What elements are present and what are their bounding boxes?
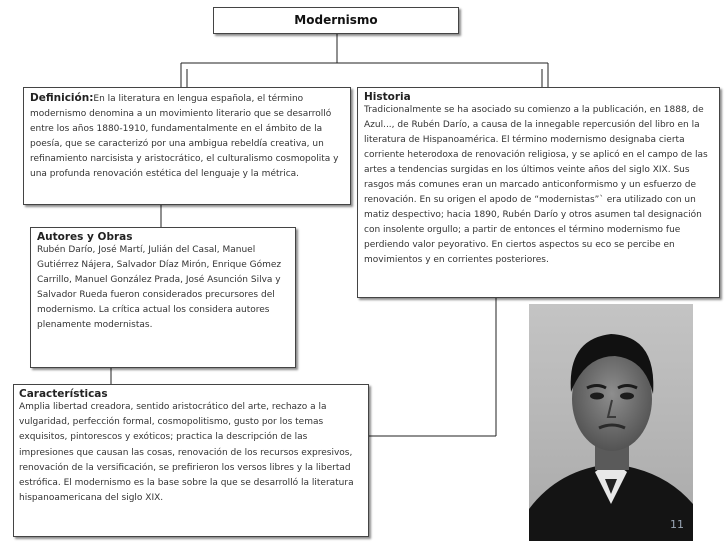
definicion-text: En la literatura en lengua española, el término modernismo denomina a un movimiento literario que se desarrolló entre los años 1880-1910, fundamentalmente en el ámbito de la poesía, que se caracterizó por una ambigua rebeldía creativa, un refinamiento narcisista y aristocrático, el culturalismo cosmopolita y una profunda renovación estética del lenguaje y la métrica. [30,94,339,179]
historia-heading: Historia [364,91,411,103]
caracteristicas-box [13,384,369,537]
page-number: 11 [670,518,684,531]
caracteristicas-heading: Características [19,388,108,400]
autores-heading: Autores y Obras [37,231,133,243]
definicion-heading: Definición: [30,92,94,104]
page-title: Modernismo [294,13,378,27]
portrait-image [529,304,693,541]
portrait-photo [529,304,693,541]
historia-text: Tradicionalmente se ha asociado su comienzo a la publicación, en 1888, de Azul..., de Rubén Darío, a causa de la innegable repercusión del libro en la literatura de Hispanoamérica. El término modernismo designaba cierta corriente heterodoxa de renovación religiosa, y se aplicó en el campo de las artes a tendencias surgidas en los últimos veinte años del siglo XIX. Sus rasgos más comunes eran un marcado anticonformismo y un esfuerzo de renovación. En su origen el apodo de “modernistas”` era utilizado con un matiz despectivo; hacia 1890, Rubén Darío y otros asumen tal designación con insolente orgullo; a partir de entonces el término modernismo fue perdiendo valor peyorativo. En ciertos aspectos su eco se percibe en movimientos y en corrientes posteriores. [364,105,708,265]
autores-box [30,227,296,368]
caracteristicas-text: Amplia libertad creadora, sentido aristocrático del arte, rechazo a la vulgaridad, perfección formal, cosmopolitismo, gusto por los temas exquisitos, pintorescos y exóticos; practica la descripción de las impresiones que causan las cosas, renovación de los recursos expresivos, renovación de la versificación, se prefirieron los versos libres y la libertad estrófica. El modernismo es la base sobre la que se desarrolló la literatura hispanoamericana del siglo XIX. [19,402,354,504]
definicion-content [30,91,344,182]
definicion-box [23,87,351,205]
autores-text: Rubén Darío, José Martí, Julián del Casal, Manuel Gutiérrez Nájera, Salvador Díaz Mirón, Enrique Gómez Carrillo, Manuel González Prada, José Asunción Silva y Salvador Rueda fueron considerados precursores del modernismo. La crítica actual los considera autores plenamente modernistas. [37,245,282,330]
historia-box [357,87,720,298]
title-box [213,7,459,34]
